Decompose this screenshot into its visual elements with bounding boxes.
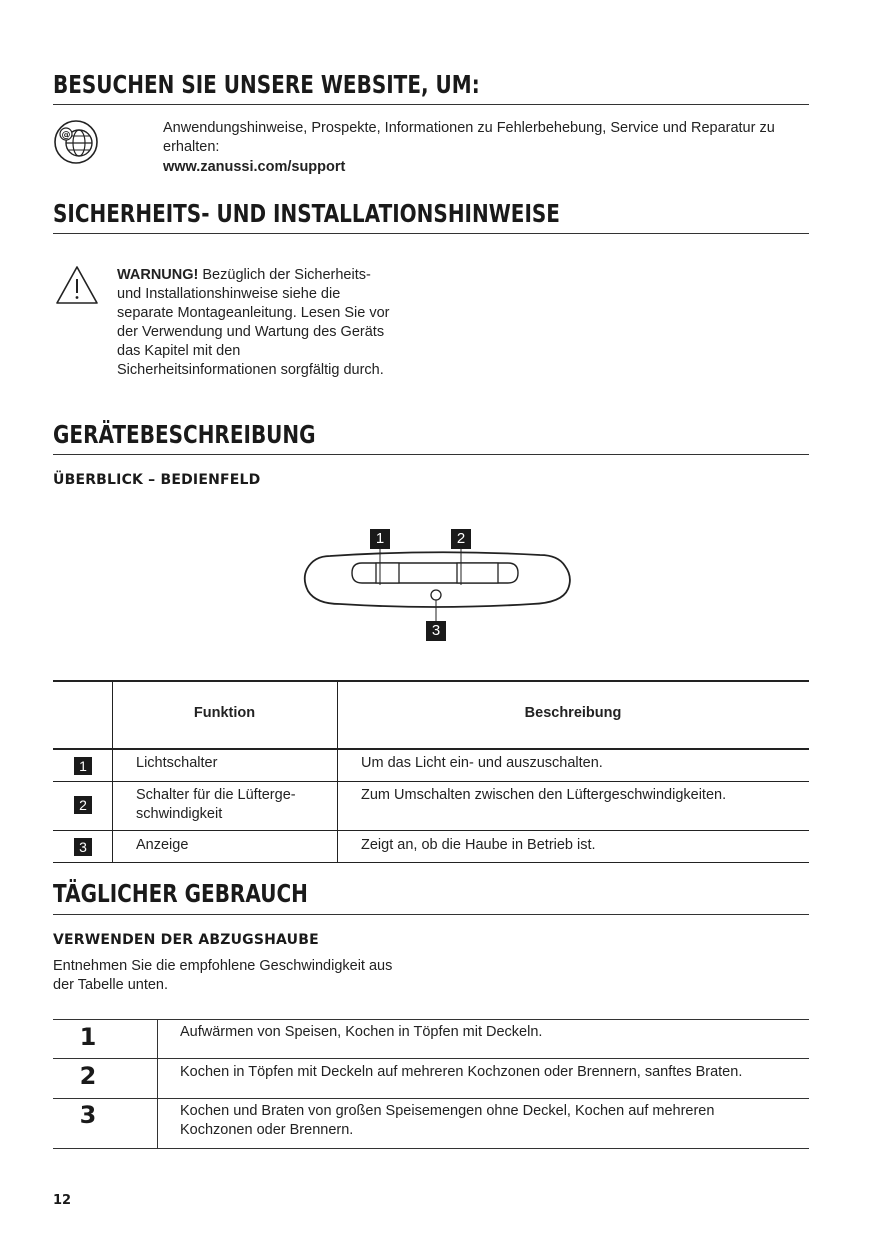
table-cell-function: Lichtschalter [136,755,218,771]
table-cell-function: Anzeige [136,837,189,853]
divider [53,233,809,234]
website-text: Anwendungshinweise, Prospekte, Informationen zu Fehlerbehebung, Service und Reparatur zu erhalten: [163,120,775,155]
divider [53,914,809,915]
diagram-label-2: 2 [456,530,466,547]
divider [53,104,809,105]
control-panel-diagram [300,527,575,642]
row-number-badge: 3 [74,838,92,856]
table-header-function: Funktion [193,705,256,721]
row-number-badge: 2 [74,796,92,814]
speed-level-number: 1 [79,1023,97,1051]
globe-at-icon [53,119,99,165]
usage-intro-text: Entnehmen Sie die empfohlene Geschwindigkeit aus der Tabelle unten. [53,958,393,993]
diagram-label-1: 1 [375,530,385,547]
page-number: 12 [53,1193,72,1208]
diagram-label-3: 3 [431,622,441,639]
table-cell-function: Schalter für die Lüfterge-schwindigkeit [136,787,296,822]
svg-text:@: @ [61,130,71,141]
warning-label: WARNUNG! [117,267,199,283]
section-title-usage: TÄGLICHER GEBRAUCH [53,879,308,908]
table-cell-description: Zeigt an, ob die Haube in Betrieb ist. [361,837,596,853]
section-title-website: BESUCHEN SIE UNSERE WEBSITE, UM: [53,70,480,99]
speed-level-text: Aufwärmen von Speisen, Kochen in Töpfen mit Deckeln. [180,1024,543,1040]
row-number-badge: 1 [74,757,92,775]
subsection-title-overview: ÜBERBLICK – BEDIENFELD [53,472,261,488]
speed-level-number: 2 [79,1062,97,1090]
warning-triangle-icon [55,265,99,305]
subsection-title-usage: VERWENDEN DER ABZUGSHAUBE [53,932,319,948]
section-title-description: GERÄTEBESCHREIBUNG [53,420,316,449]
speed-level-text: Kochen in Töpfen mit Deckeln auf mehreren Kochzonen oder Brennern, sanftes Braten. [180,1064,743,1080]
speed-level-text: Kochen und Braten von großen Speisemengen ohne Deckel, Kochen auf mehreren Kochzonen oder Brennern. [180,1103,715,1138]
section-title-safety: SICHERHEITS- UND INSTALLATIONSHINWEISE [53,199,560,228]
table-header-description: Beschreibung [524,705,622,721]
warning-text: Bezüglich der Sicherheits- und Installationshinweise siehe die separate Montageanleitung. Lesen Sie vor der Verwendung und Wartung des Geräts das Kapitel mit den Sicherheitsinformationen sorgfältig durch. [117,267,390,378]
divider [53,454,809,455]
table-cell-description: Zum Umschalten zwischen den Lüftergeschwindigkeiten. [361,787,727,803]
table-cell-description: Um das Licht ein- und auszuschalten. [361,755,603,771]
website-url-link[interactable]: www.zanussi.com/support [163,159,346,175]
speed-level-number: 3 [79,1101,97,1129]
warning-paragraph [117,266,392,380]
